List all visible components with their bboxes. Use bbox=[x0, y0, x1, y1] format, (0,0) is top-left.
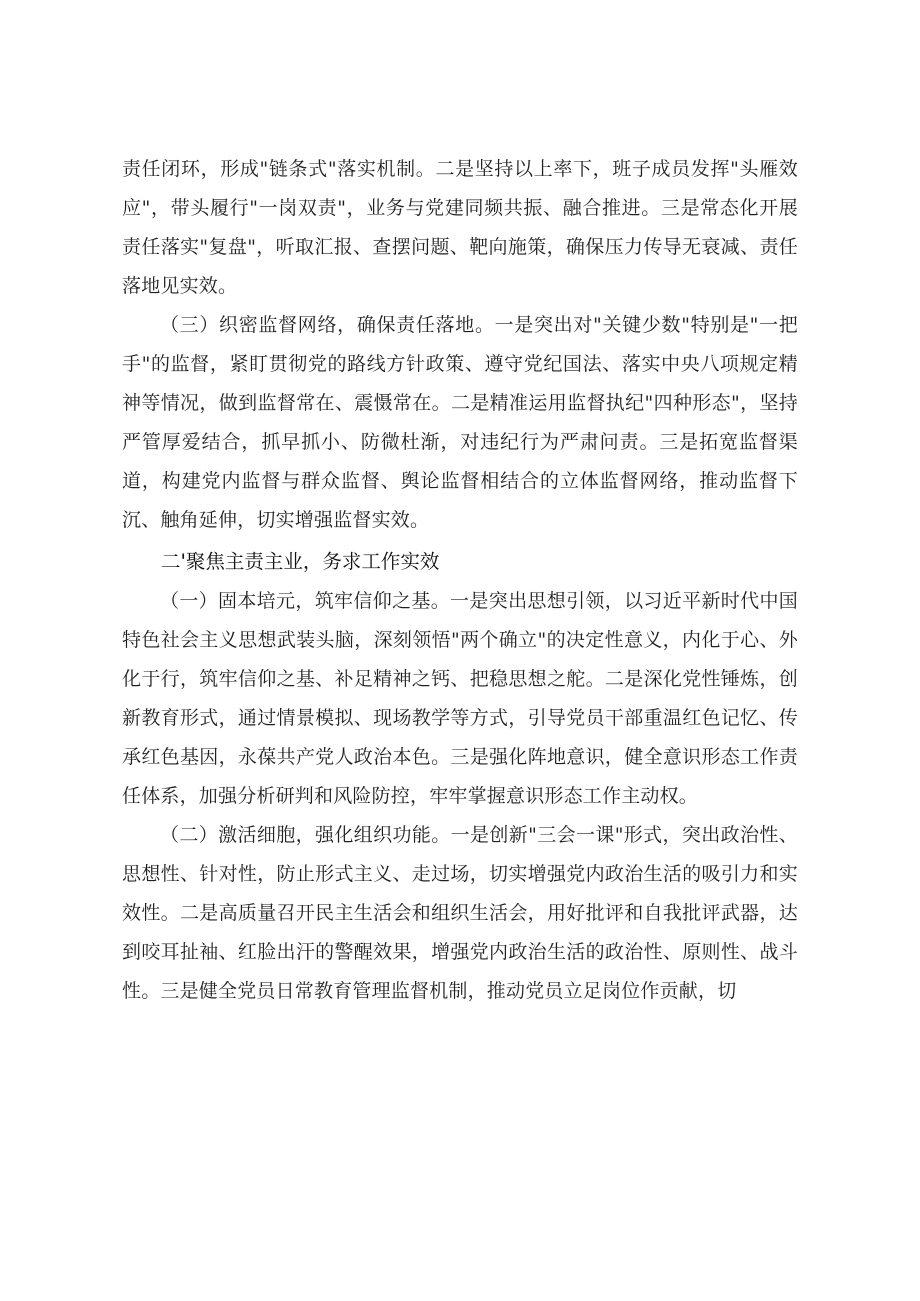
paragraph-organization-function: （二）激活细胞，强化组织功能。一是创新"三会一课"形式，突出政治性、思想性、针对性，防止形式主义、走过场，切实增强党内政治生活的吸引力和实效性。二是高质量召开民主生活会和组织生活会，用好批评和自我批评武器，达到咬耳扯袖、红脸出汗的警醒效果，增强党内政治生活的政治性、原则性、战斗性。三是健全党员日常教育管理监督机制，推动党员立足岗位作贡献，切 bbox=[122, 824, 798, 1002]
paragraph-responsibility-loop: 责任闭环，形成"链条式"落实机制。二是坚持以上率下，班子成员发挥"头雁效应"，带头履行"一岗双责"，业务与党建同频共振、融合推进。三是常态化开展责任落实"复盘"，听取汇报、查摆问题、靶向施策，确保压力传导无衰减、责任落地见实效。 bbox=[122, 158, 798, 297]
section-heading: 二'聚焦主责主业，务求工作实效 bbox=[161, 550, 440, 573]
document-body bbox=[122, 150, 798, 1011]
paragraph-faith-foundation: （一）固本培元，筑牢信仰之基。一是突出思想引领，以习近平新时代中国特色社会主义思想武装头脑，深刻领悟"两个确立"的决定性意义，内化于心、外化于行，筑牢信仰之基、补足精神之钙、把稳思想之舵。二是深化党性锤炼，创新教育形式，通过情景模拟、现场教学等方式，引导党员干部重温红色记忆、传承红色基因，永葆共产党人政治本色。三是强化阵地意识，健全意识形态工作责任体系，加强分析研判和风险防控，牢牢掌握意识形态工作主动权。 bbox=[122, 590, 798, 807]
paragraph-supervision-network: （三）织密监督网络，确保责任落地。一是突出对"关键少数"特别是"一把手"的监督，紧盯贯彻党的路线方针政策、遵守党纪国法、落实中央八项规定精神等情况，做到监督常在、震慑常在。二是精准运用监督执纪"四种形态"，坚持严管厚爱结合，抓早抓小、防微杜渐，对违纪行为严肃问责。三是拓宽监督渠道，构建党内监督与群众监督、舆论监督相结合的立体监督网络，推动监督下沉、触角延伸，切实增强监督实效。 bbox=[122, 314, 798, 531]
